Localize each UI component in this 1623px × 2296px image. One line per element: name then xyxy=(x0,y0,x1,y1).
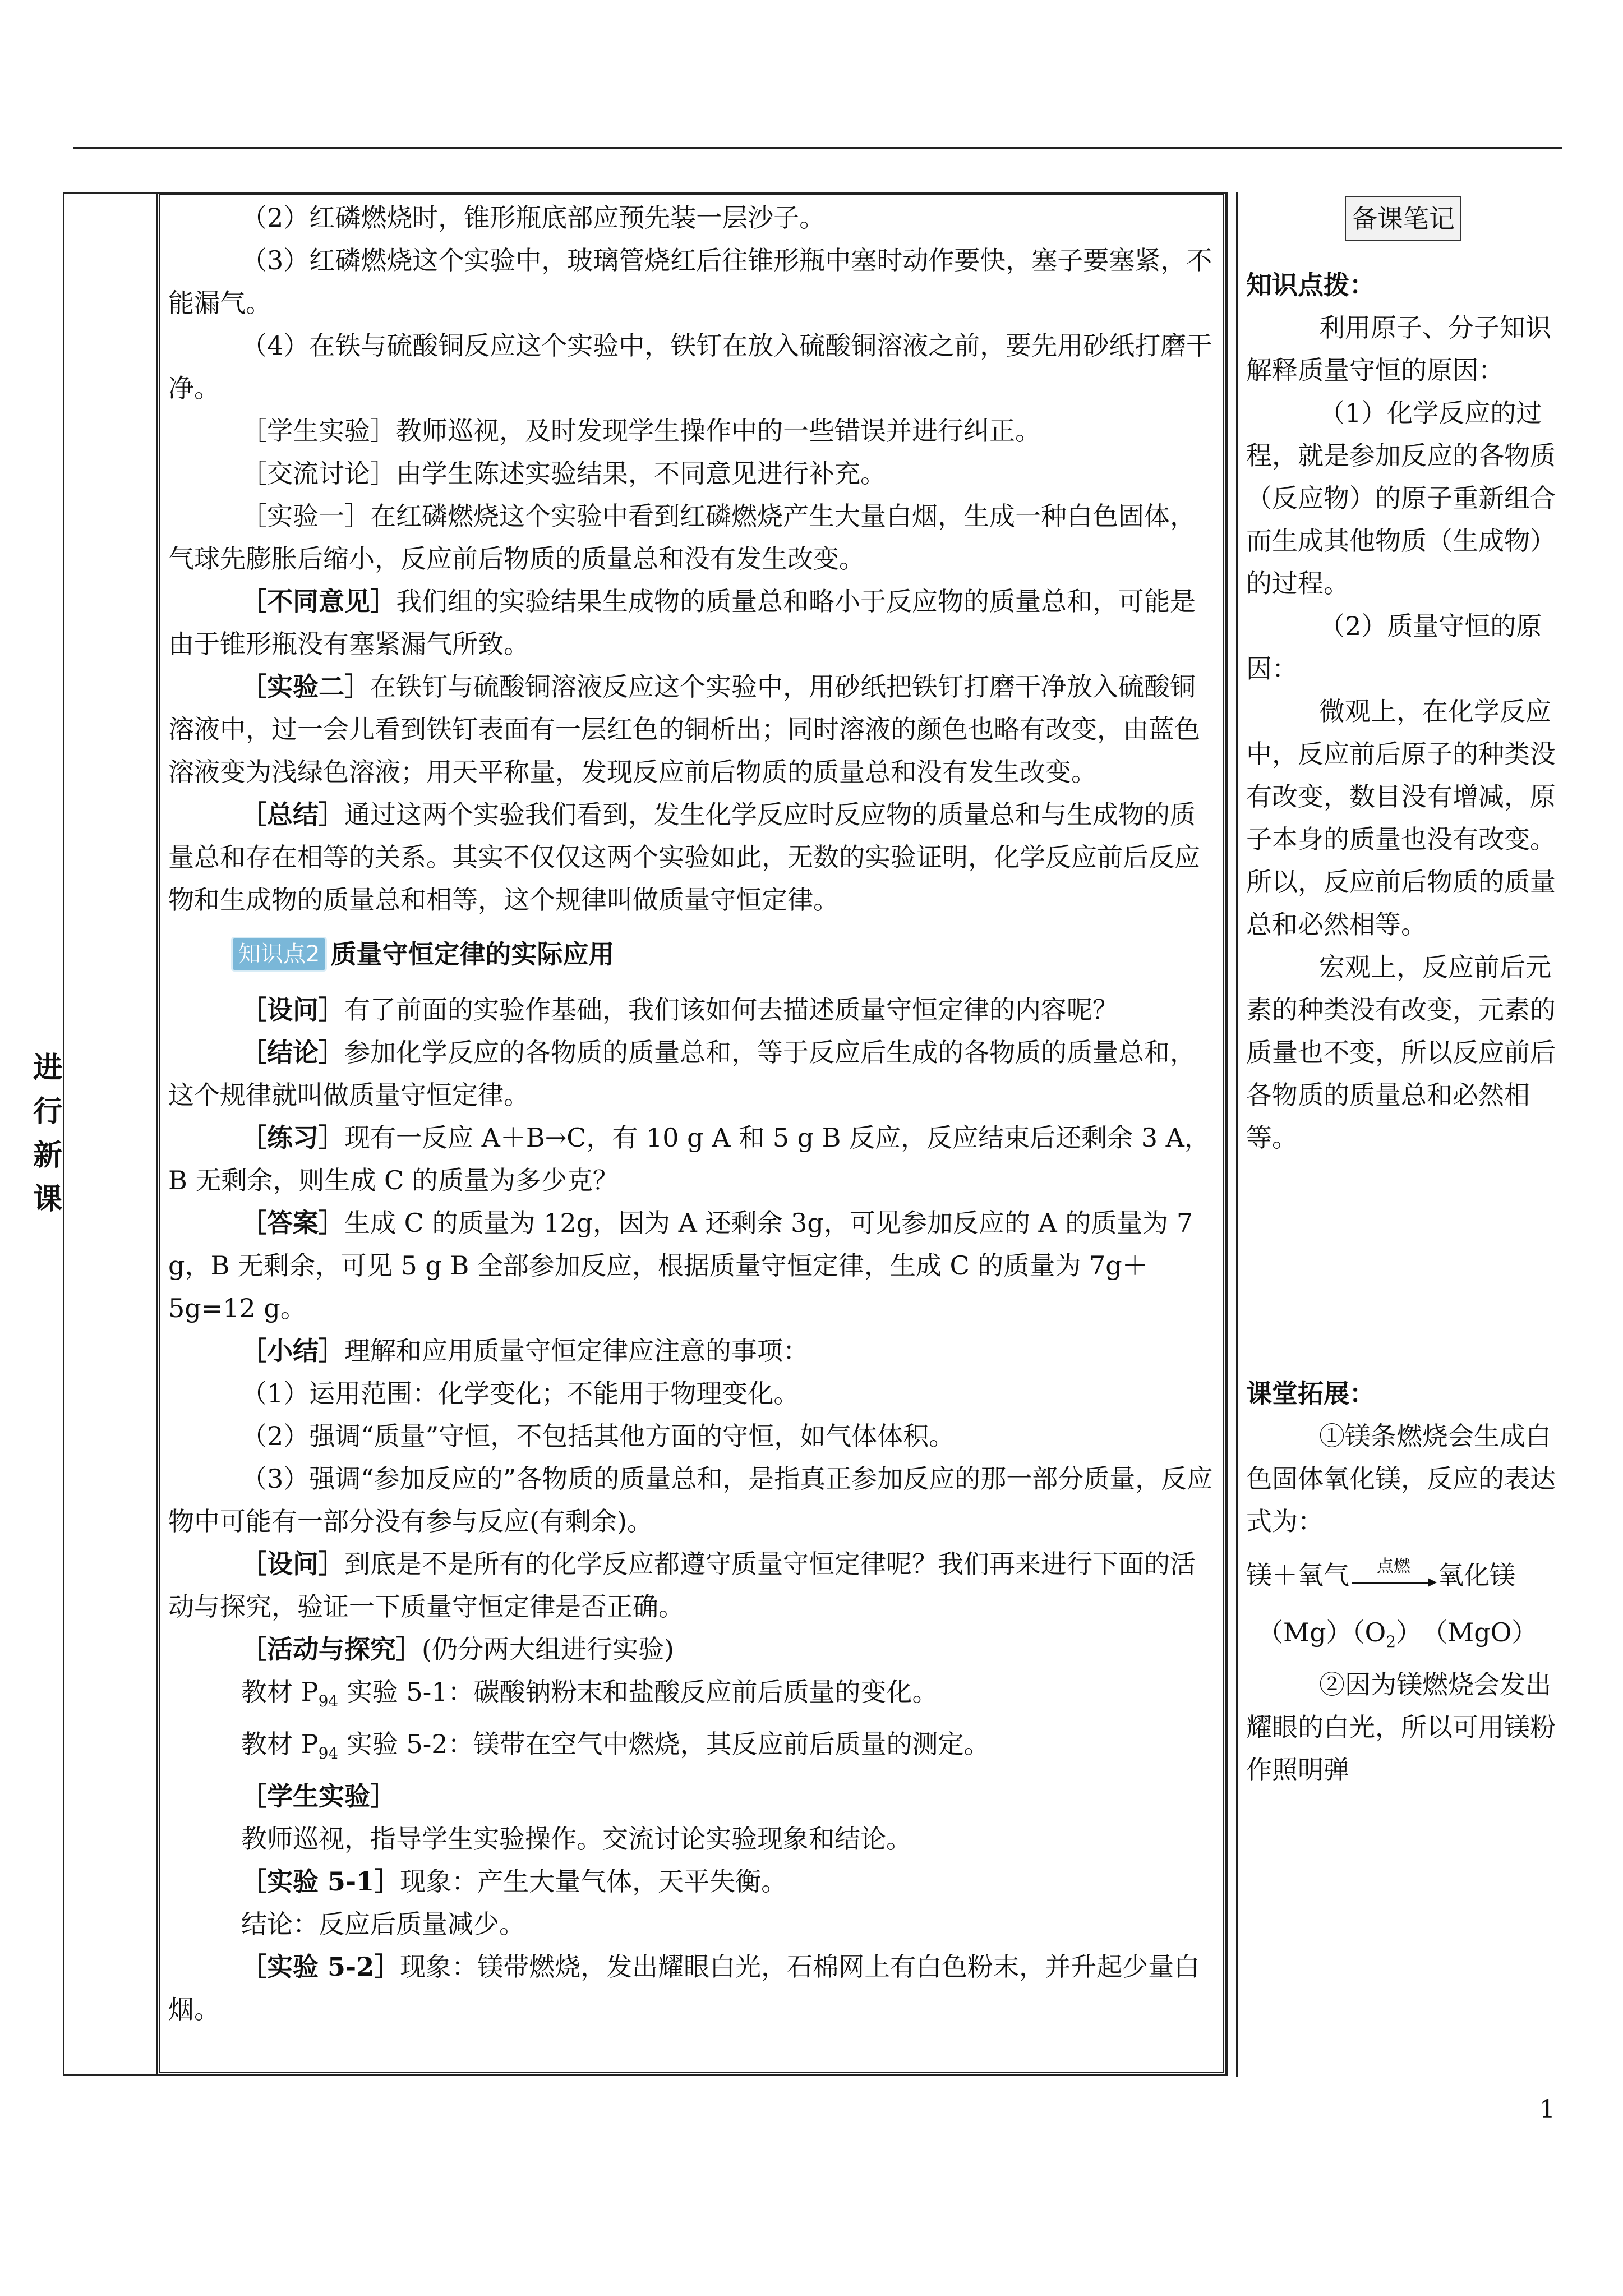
text: 我们组的实验结果生成物的质量总和略小于反应物的质量总和，可能是由于锥形瓶没有塞紧漏气所致。 xyxy=(168,586,1196,659)
paragraph: （2）红磷燃烧时，锥形瓶底部应预先装一层沙子。 xyxy=(241,203,826,233)
lesson-content xyxy=(168,196,1217,2031)
note-paragraph: ②因为镁燃烧会发出耀眼的白光，所以可用镁粉作照明弹 xyxy=(1246,1669,1556,1786)
chemical-formulas xyxy=(1246,1611,1560,1663)
section-title: 知识点拨： xyxy=(1246,270,1375,300)
text: 教材 P xyxy=(241,1677,319,1707)
reaction-condition: 点燃 xyxy=(1377,1557,1410,1576)
reactants: 镁＋氧气 xyxy=(1246,1560,1349,1590)
text: 实验 5-2：镁带在空气中燃烧，其反应前后质量的测定。 xyxy=(338,1729,990,1760)
notes-header xyxy=(1246,196,1560,241)
text: 生成 C 的质量为 12g，因为 A 还剩余 3g，可见参加反应的 A 的质量为 7 g，B 无剩余，可见 5 g B 全部参加反应，根据质量守恒定律，生成 C 的质量为 7g＋5g=12 g。 xyxy=(168,1208,1193,1323)
paragraph xyxy=(168,1543,1217,1628)
text: 到底是不是所有的化学反应都遵守质量守恒定律呢？我们再来进行下面的活动与探究，验证一下质量守恒定律是否正确。 xyxy=(168,1549,1196,1622)
text: 在红磷燃烧这个实验中看到红磷燃烧产生大量白烟，生成一种白色固体，气球先膨胀后缩小，反应前后物质的质量总和没有发生改变。 xyxy=(168,501,1196,574)
product: 氧化镁 xyxy=(1438,1560,1515,1590)
tag: ［实验 5-1］ xyxy=(241,1866,400,1897)
stage-char: 课 xyxy=(33,1182,62,1216)
text: （Mg）（O xyxy=(1257,1617,1386,1648)
tag: ［不同意见］ xyxy=(241,586,396,616)
paragraph xyxy=(168,1202,1217,1329)
text: (仍分两大组进行实验) xyxy=(422,1634,674,1664)
paragraph xyxy=(168,1116,1217,1202)
note-paragraph: （2）质量守恒的原因： xyxy=(1246,611,1542,684)
paragraph xyxy=(168,1860,1217,1903)
paragraph: （2）强调“质量”守恒，不包括其他方面的守恒，如气体体积。 xyxy=(241,1421,955,1451)
reaction-arrow xyxy=(1352,1557,1436,1596)
text: 现有一反应 A＋B→C，有 10 g A 和 5 g B 反应，反应结束后还剩余 3 A，B 无剩余，则生成 C 的质量为多少克？ xyxy=(168,1122,1210,1195)
paragraph: 教师巡视，指导学生实验操作。交流讨论实验现象和结论。 xyxy=(241,1824,912,1855)
paragraph xyxy=(168,1329,1217,1372)
tag: ［设问］ xyxy=(241,1549,344,1579)
paragraph: （3）红磷燃烧这个实验中，玻璃管烧红后往锥形瓶中塞时动作要快，塞子要塞紧，不能漏气。 xyxy=(168,245,1212,318)
knowledge-point-heading xyxy=(168,923,1217,985)
paragraph xyxy=(168,452,1217,495)
notes-divider xyxy=(1236,192,1238,2077)
paragraph xyxy=(168,1671,1217,1723)
tag: ［学生实验］ xyxy=(241,1781,396,1812)
tag: ［设问］ xyxy=(241,995,344,1025)
paragraph xyxy=(168,1031,1217,1116)
header-rule xyxy=(73,147,1562,149)
stage-char: 进 xyxy=(33,1051,62,1085)
knowledge-point-title: 质量守恒定律的实际应用 xyxy=(330,939,615,969)
text: 教师巡视，及时发现学生操作中的一些错误并进行纠正。 xyxy=(396,416,1041,446)
paragraph xyxy=(168,988,1217,1031)
paragraph: 结论：反应后质量减少。 xyxy=(241,1909,525,1940)
arrow-line xyxy=(1352,1582,1430,1584)
stage-char: 行 xyxy=(33,1094,62,1129)
text: 理解和应用质量守恒定律应注意的事项： xyxy=(344,1336,809,1366)
note-paragraph: ①镁条燃烧会生成白色固体氧化镁，反应的表达式为： xyxy=(1246,1421,1556,1536)
paragraph xyxy=(168,495,1217,580)
tag: ［总结］ xyxy=(241,799,344,830)
text: 实验 5-1：碳酸钠粉末和盐酸反应前后质量的变化。 xyxy=(338,1677,938,1707)
text: 通过这两个实验我们看到，发生化学反应时反应物的质量总和与生成物的质量总和存在相等的关系。其实不仅仅这两个实验如此，无数的实验证明，化学反应前后反应物和生成物的质量总和相等，这个规律叫做质量守恒定律。 xyxy=(168,799,1200,915)
paragraph: （4）在铁与硫酸铜反应这个实验中，铁钉在放入硫酸铜溶液之前，要先用砂纸打磨干净。 xyxy=(168,330,1212,403)
paragraph xyxy=(168,1628,1217,1671)
arrow-head-icon xyxy=(1428,1578,1437,1587)
tag: ［练习］ xyxy=(241,1122,344,1153)
paragraph xyxy=(168,665,1217,793)
text: 有了前面的实验作基础，我们该如何去描述质量守恒定律的内容呢？ xyxy=(344,995,1118,1025)
knowledge-point-badge: 知识点2 xyxy=(231,937,327,972)
reaction-equation xyxy=(1246,1554,1560,1596)
page-number: 1 xyxy=(1539,2095,1555,2124)
paragraph xyxy=(168,1945,1217,2031)
tag: ［答案］ xyxy=(241,1208,344,1238)
subscript: 94 xyxy=(318,1692,339,1711)
text: 现象：产生大量气体，天平失衡。 xyxy=(400,1866,787,1897)
stage-label xyxy=(28,1046,67,1221)
text: 参加化学反应的各物质的质量总和，等于反应后生成的各物质的质量总和，这个规律就叫做质量守恒定律。 xyxy=(168,1037,1196,1110)
paragraph xyxy=(168,1775,1217,1818)
tag: ［活动与探究］ xyxy=(241,1634,422,1664)
prep-notes xyxy=(1246,196,1560,1791)
tag: ［实验二］ xyxy=(241,671,370,702)
stage-column xyxy=(64,194,158,2074)
tag: ［学生实验］ xyxy=(241,416,396,446)
paragraph xyxy=(168,409,1217,452)
text: ） （MgO） xyxy=(1396,1617,1538,1648)
note-paragraph: 利用原子、分子知识解释质量守恒的原因： xyxy=(1246,312,1551,385)
text: 在铁钉与硫酸铜溶液反应这个实验中，用砂纸把铁钉打磨干净放入硫酸铜溶液中，过一会儿看到铁钉表面有一层红色的铜析出；同时溶液的颜色也略有改变，由蓝色溶液变为浅绿色溶液；用天平称量，发现反应前后物质的质量总和没有发生改变。 xyxy=(168,671,1200,787)
tag: ［结论］ xyxy=(241,1037,344,1068)
paragraph xyxy=(168,580,1217,665)
text: 由学生陈述实验结果，不同意见进行补充。 xyxy=(396,458,886,489)
paragraph xyxy=(168,793,1217,921)
tag: ［小结］ xyxy=(241,1336,344,1366)
section-title: 课堂拓展： xyxy=(1246,1378,1375,1409)
tag: ［实验一］ xyxy=(241,501,370,531)
subscript: 2 xyxy=(1386,1632,1396,1651)
paragraph: （1）运用范围：化学变化；不能用于物理变化。 xyxy=(241,1378,800,1409)
tag: ［交流讨论］ xyxy=(241,458,396,489)
stage-char: 新 xyxy=(33,1138,62,1172)
text: 现象：镁带燃烧，发出耀眼白光，石棉网上有白色粉末，并升起少量白烟。 xyxy=(168,1952,1200,2025)
paragraph: （3）强调“参加反应的”各物质的质量总和，是指真正参加反应的那一部分质量，反应物中可能有一部分没有参与反应(有剩余)。 xyxy=(168,1464,1213,1536)
subscript: 94 xyxy=(318,1744,339,1763)
note-paragraph: 微观上，在化学反应中，反应前后原子的种类没有改变，数目没有增减，原子本身的质量也没有改变。所以，反应前后物质的质量总和必然相等。 xyxy=(1246,696,1556,940)
notes-header-label: 备课笔记 xyxy=(1345,196,1461,241)
text: 教材 P xyxy=(241,1729,319,1760)
note-paragraph: 宏观上，反应前后元素的种类没有改变，元素的质量也不变，所以反应前后各物质的质量总和必然相等。 xyxy=(1246,952,1556,1153)
note-paragraph: （1）化学反应的过程，就是参加反应的各物质（反应物）的原子重新组合而生成其他物质（生成物）的过程。 xyxy=(1246,398,1556,599)
paragraph xyxy=(168,1723,1217,1775)
tag: ［实验 5-2］ xyxy=(241,1952,400,1982)
